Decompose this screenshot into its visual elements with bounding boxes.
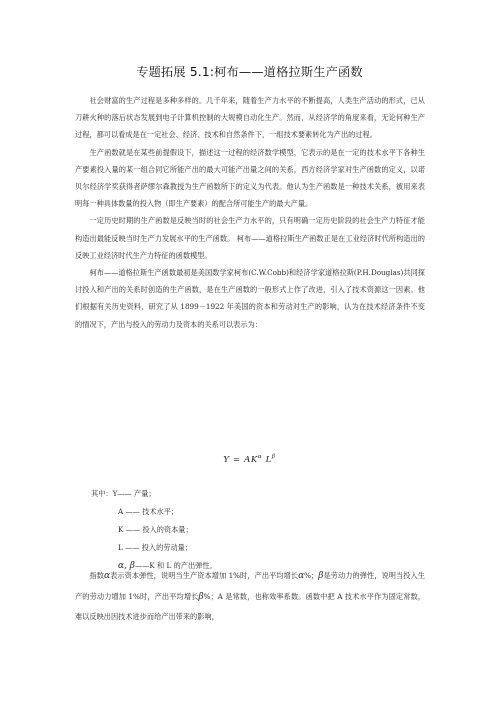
definition-l: L —— 投入的劳动量； — [118, 542, 193, 552]
formula-exp-alpha: α — [257, 454, 263, 460]
elasticity-desc: ——K 和 L 的产出弹性。 — [135, 560, 217, 570]
formula-mid: L — [262, 454, 272, 465]
paragraph-3: 一定历史时期的生产函数是反映当时的社会生产力水平的，只有明确一定历史阶段的社会生产力特征才能构造出最能反映当时生产力发展水平的生产函数。 柯布——道格拉斯生产函数正是在工业经济时代所构造出的反映工业经济时代生产力特征的函数模型。 — [75, 216, 425, 260]
elasticity-paragraph — [75, 566, 425, 628]
definition-k: K —— 投入的资本量； — [118, 524, 193, 534]
page-title: 专题拓展 5.1:柯布——道格拉斯生产函数 — [136, 65, 363, 79]
tail-alpha: α — [104, 571, 111, 581]
tail-beta-2: β — [198, 591, 204, 602]
tail-part-2: 表示资本弹性，说明当生产资本增加 1%时，产出平均增长 — [110, 571, 299, 580]
tail-part-3: %； — [304, 571, 319, 580]
body-text — [75, 92, 425, 333]
definition-y: 其中：Y—— 产量； — [91, 489, 156, 498]
formula-lhs: Y = AK — [223, 454, 258, 465]
paragraph-1: 社会财富的生产过程是多种多样的。几千年来，随着生产力水平的不断提高，人类生产活动的形式，已从刀耕火种的落后状态发展到电子计算机控制的大规模自动化生产。然而，从经济学的角度来看，无论何种生产过程，都可以看成是在一定社会、经济、技术和自然条件下，一组技术要素转化为产出的过程。 — [75, 96, 425, 140]
tail-alpha-2: α — [298, 571, 305, 581]
definition-a: A —— 技术水平； — [118, 506, 179, 516]
tail-beta: β — [318, 571, 324, 581]
variable-definitions — [91, 485, 217, 576]
cobb-douglas-formula — [0, 454, 499, 465]
tail-part-4: 是劳动力的弹性，说明当投入生产的劳动力增加 1%时，产出平均增长 — [75, 571, 425, 601]
greek-alpha-beta: α, β — [118, 560, 136, 571]
paragraph-2: 生产函数就是在某些前提假设下，描述这一过程的经济数学模型，它表示的是在一定的技术水平下各种生产要素投入量的某一组合同它所能产出的最大可能产出量之间的关系，西方经济学家对生产函数的定义，以诺贝尔经济学奖获得者萨缪尔森教授为生产函数所下的定义为代表。他认为生产函数是一种技术关系，被用来表明每一种具体数量的投入物（即生产要素）的配合所可能生产的最大产量。 — [75, 147, 425, 209]
paragraph-4: 柯布——道格拉斯生产函数最初是美国数学家柯布(C.W.Cobb)和经济学家道格拉斯(P.H.Douglas)共同探讨投入和产出的关系时创造的生产函数，是在生产函数的一般形式上作了改进，引入了技术资源这一因素。他们根据有关历史资料，研究了从 1899－1922 年美国的资本和劳动对生产的影响，认为在技术经济条件不变的情况下，产出与投入的劳动力及资本的关系可以表示为： — [75, 268, 425, 329]
tail-part-5: %；A 是常数，也称效率系数。函数中把 A 技术水平作为固定常数，难以反映出因技术进步而给产出带来的影响， — [75, 591, 425, 621]
formula-exp-beta: β — [271, 454, 276, 460]
tail-part-1: 指数 — [89, 571, 105, 580]
